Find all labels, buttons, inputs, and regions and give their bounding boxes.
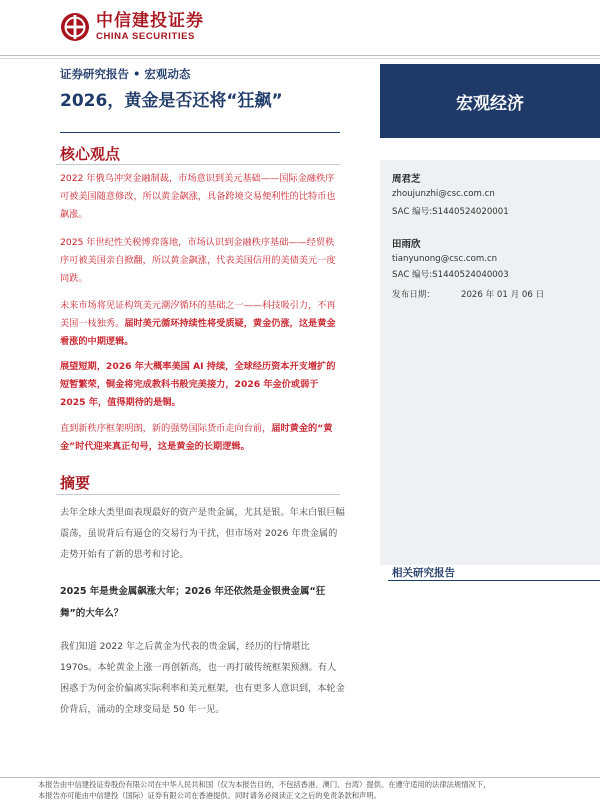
- footer-disclaimer-line-1: 本报告由中信建投证券股份有限公司在中华人民共和国（仅为本报告目的，不包括香港、澳门、台湾）提供。在遵守适用的法律法规情况下，: [38, 780, 491, 789]
- category-banner: 宏观经济: [380, 64, 600, 138]
- core-view-5-normal: 直到新秩序框架明朗，新的强势国际货币走向台前，: [60, 423, 272, 434]
- abstract-paragraph-2: 我们知道 2022 年之后黄金为代表的贵金属，经历的行情堪比 1970s。本轮黄金上涨一再创新高，也一再打破传统框架预测。有人困惑于为何金价偏离实际利率和美元框架，也有更多人意识到，本轮金价背后，涌动的全球变局是 50 年一见。: [60, 641, 345, 715]
- footer-disclaimer-line-2: 本报告亦可能由中信建投（国际）证券有限公司在香港提供。同时请务必阅读正文之后的免责条款和声明。: [38, 791, 381, 800]
- core-view-paragraph-4: 展望短期，2026 年大概率美国 AI 持续，全球经历资本开支增扩的短暂繁荣，铜金将完成教科书般完美接力，2026 年金价或弱于 2025 年，值得期待的是铜。: [60, 361, 336, 408]
- analyst-sidebar: [380, 160, 600, 565]
- abstract-divider: [56, 494, 340, 495]
- abstract-heading: 摘要: [60, 474, 91, 492]
- publish-date: [392, 288, 544, 300]
- header-divider: [0, 55, 600, 56]
- core-view-3-normal: 未来市场将见证构筑美元潮汐循环的基础之一——科技吸引力，不再美国一枝独秀。: [60, 300, 336, 329]
- core-view-paragraph-2: 2025 年世纪性关税博弈落地，市场认识到金融秩序基础——经贸秩序可被美国亲自掀翻，所以黄金飙涨，代表美国信用的美债美元一度同跌。: [60, 237, 336, 284]
- title-underline: [60, 132, 340, 133]
- logo-chinese-name: 中信建投证券: [96, 11, 204, 31]
- core-views-heading: 核心观点: [60, 145, 121, 163]
- core-view-paragraph-3: [60, 297, 342, 351]
- logo-english-name: CHINA SECURITIES: [96, 31, 195, 42]
- analyst-1-email[interactable]: zhoujunzhi@csc.com.cn: [392, 189, 495, 199]
- analyst-1-sac: SAC 编号:S1440524020001: [392, 207, 509, 217]
- core-view-5-bold: 届时黄金的“黄金”时代迎来真正句号，这是黄金的长期逻辑。: [60, 423, 333, 452]
- publish-date-label: 发布日期：: [392, 290, 435, 300]
- analyst-2-email[interactable]: tianyunong@csc.com.cn: [392, 254, 498, 264]
- core-views-divider: [56, 164, 340, 165]
- analyst-2-name: 田雨欣: [392, 239, 421, 250]
- company-logo: [60, 12, 204, 42]
- core-view-3-bold: 届时美元循环持续性将受质疑，黄金仍涨，这是黄金看涨的中期逻辑。: [60, 318, 336, 347]
- abstract-paragraph-1: 去年全球大类里面表现最好的资产是贵金属，尤其是银。年末白银巨幅震荡，虽说背后有逼仓的交易行为干扰，但市场对 2026 年贵金属的走势开始有了新的思考和讨论。: [60, 507, 345, 560]
- abstract-subheading: 2025 年是贵金属飙涨大年；2026 年还依然是金银贵金属“狂舞”的大年么？: [60, 586, 326, 619]
- related-reports-heading: 相关研究报告: [392, 567, 455, 579]
- core-view-paragraph-5: [60, 420, 342, 456]
- analyst-2-sac: SAC 编号:S1440524040003: [392, 270, 509, 280]
- publish-date-value: 2026 年 01 月 06 日: [460, 290, 545, 300]
- footer-divider: [0, 777, 600, 778]
- report-type: 证券研究报告 • 宏观动态: [60, 67, 191, 81]
- analyst-1-name: 周君芝: [392, 174, 421, 185]
- header-divider-secondary: [0, 58, 600, 59]
- core-view-paragraph-1: 2022 年俄乌冲突金融制裁，市场意识到美元基础——国际金融秩序可被美国随意修改，所以黄金飙涨，具备跨境交易便利性的比特币也飙涨。: [60, 173, 336, 220]
- china-securities-logo-icon: [60, 12, 90, 42]
- report-title: 2026，黄金是否还将“狂飙”: [60, 91, 283, 111]
- related-reports-divider: [388, 580, 600, 581]
